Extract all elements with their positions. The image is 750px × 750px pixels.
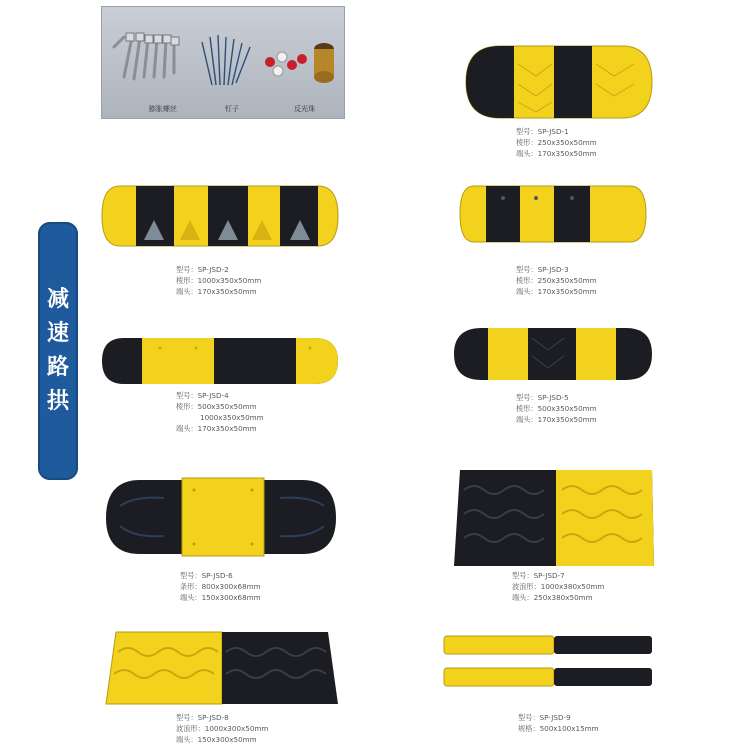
side-title-char: 拱: [46, 389, 69, 414]
side-category-tab: [38, 222, 78, 480]
spec-line: 棱形：250x350x50mm: [516, 138, 597, 147]
spec-line: 端头：170x350x50mm: [516, 287, 597, 296]
product-image-jsd7: [452, 466, 656, 568]
spec-line: 型号：SP-JSD-6: [180, 571, 233, 580]
spec-line: 棱形：1000x350x50mm: [176, 276, 262, 285]
spec-block-jsd9: [518, 712, 599, 734]
accessories-photo: [101, 6, 345, 119]
product-image-jsd1: [462, 44, 654, 122]
spec-line: 波浪形：1000x380x50mm: [512, 582, 605, 591]
accessory-label-nail: 钉子: [225, 105, 239, 113]
spec-line: 1000x350x50mm: [200, 413, 264, 422]
spec-line: 端头：170x350x50mm: [516, 149, 597, 158]
product-image-jsd4: [100, 336, 340, 386]
spec-block-jsd6: [180, 570, 261, 603]
side-title-char: 路: [46, 355, 69, 380]
product-image-jsd8: [104, 630, 340, 706]
spec-line: 端头：170x350x50mm: [176, 424, 257, 433]
spec-line: 型号：SP-JSD-7: [512, 571, 565, 580]
spec-line: 端头：170x350x50mm: [176, 287, 257, 296]
spec-block-jsd2: [176, 264, 261, 297]
side-title-char: 减: [46, 287, 69, 312]
product-image-jsd3: [458, 184, 648, 244]
spec-block-jsd7: [512, 570, 604, 603]
spec-line: 棱形：250x350x50mm: [516, 276, 597, 285]
side-title-char: 速: [46, 321, 69, 346]
spec-block-jsd4: [176, 390, 264, 434]
spec-line: 型号：SP-JSD-1: [516, 127, 569, 136]
accessories-image: [102, 7, 344, 102]
accessory-label-bead: 反光珠: [294, 105, 315, 113]
spec-line: 规格：500x100x15mm: [518, 724, 599, 733]
spec-block-jsd3: [516, 264, 597, 297]
spec-line: 型号：SP-JSD-9: [518, 713, 571, 722]
product-image-jsd9: [440, 634, 656, 690]
spec-line: 棱形：500x350x50mm: [516, 404, 597, 413]
spec-line: 端头：150x300x50mm: [176, 735, 257, 744]
spec-line: 型号：SP-JSD-3: [516, 265, 569, 274]
spec-line: 型号：SP-JSD-5: [516, 393, 569, 402]
accessory-label-bolt: 膨胀螺丝: [149, 105, 177, 113]
spec-line: 条形：800x300x68mm: [180, 582, 261, 591]
spec-line: 端头：150x300x68mm: [180, 593, 261, 602]
spec-line: 型号：SP-JSD-4: [176, 391, 229, 400]
product-image-jsd2: [100, 184, 340, 248]
spec-line: 端头：170x350x50mm: [516, 415, 597, 424]
spec-block-jsd8: [176, 712, 268, 745]
spec-block-jsd1: [516, 126, 597, 159]
spec-line: 型号：SP-JSD-8: [176, 713, 229, 722]
spec-line: 棱形：500x350x50mm: [176, 402, 257, 411]
spec-line: 端头：250x380x50mm: [512, 593, 593, 602]
product-image-jsd5: [452, 326, 654, 382]
spec-line: 波浪形：1000x300x50mm: [176, 724, 269, 733]
spec-block-jsd5: [516, 392, 597, 425]
product-image-jsd6: [104, 476, 340, 558]
spec-line: 型号：SP-JSD-2: [176, 265, 229, 274]
